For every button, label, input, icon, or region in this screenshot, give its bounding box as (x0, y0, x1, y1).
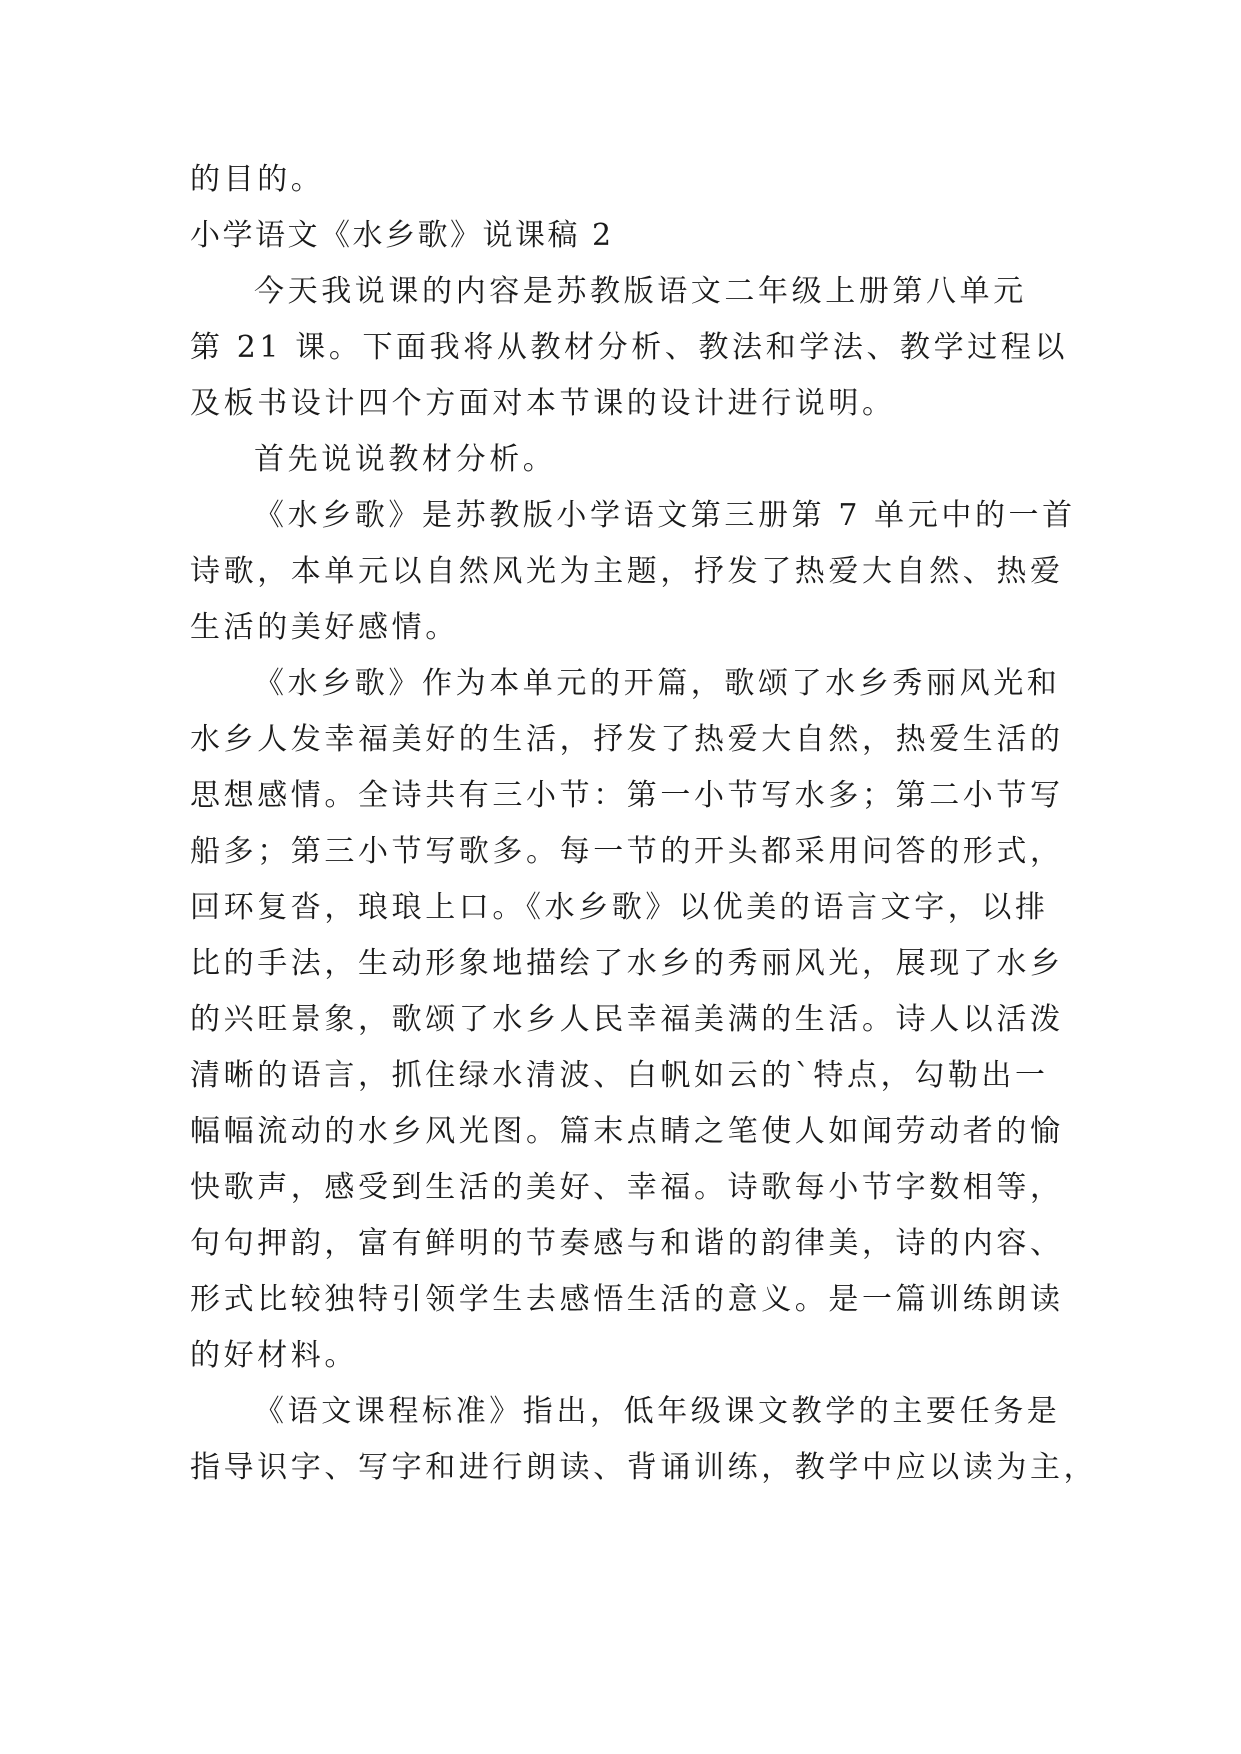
text-line: 及板书设计四个方面对本节课的设计进行说明。 (190, 386, 896, 421)
text-line: 回环复沓，琅琅上口。《水乡歌》以优美的语言文字，以排 (190, 890, 1049, 925)
text-line: 句句押韵，富有鲜明的节奏感与和谐的韵律美，诗的内容、 (190, 1226, 1064, 1261)
text-line: 船多；第三小节写歌多。每一节的开头都采用问答的形式， (190, 834, 1064, 869)
text-line: 的兴旺景象，歌颂了水乡人民幸福美满的生活。诗人以活泼 (190, 1002, 1064, 1037)
text-line: 快歌声，感受到生活的美好、幸福。诗歌每小节字数相等， (190, 1170, 1064, 1205)
document-body (190, 152, 1098, 1496)
text-line: 的好材料。 (190, 1338, 358, 1373)
text-line: 水乡人发幸福美好的生活，抒发了热爱大自然，热爱生活的 (190, 722, 1064, 757)
text-line: 第 21 课。下面我将从教材分析、教法和学法、教学过程以 (190, 330, 1069, 365)
paragraph-first-line: 《水乡歌》是苏教版小学语文第三册第 7 单元中的一首 (254, 498, 1076, 533)
text-line: 指导识字、写字和进行朗读、背诵训练，教学中应以读为主， (190, 1450, 1098, 1485)
text-line: 比的手法，生动形象地描绘了水乡的秀丽风光，展现了水乡 (190, 946, 1064, 981)
text-line: 的目的。 (190, 162, 325, 197)
section-title: 小学语文《水乡歌》说课稿 2 (190, 218, 614, 253)
text-line: 思想感情。全诗共有三小节：第一小节写水多；第二小节写 (190, 778, 1064, 813)
paragraph-first-line: 今天我说课的内容是苏教版语文二年级上册第八单元 (254, 274, 1027, 309)
paragraph-first-line: 首先说说教材分析。 (254, 442, 557, 477)
paragraph-first-line: 《水乡歌》作为本单元的开篇，歌颂了水乡秀丽风光和 (254, 666, 1061, 701)
paragraph-first-line: 《语文课程标准》指出，低年级课文教学的主要任务是 (254, 1394, 1061, 1429)
text-line: 清晰的语言，抓住绿水清波、白帆如云的`特点，勾勒出一 (190, 1058, 1049, 1093)
text-line: 形式比较独特引领学生去感悟生活的意义。是一篇训练朗读 (190, 1282, 1064, 1317)
text-line: 幅幅流动的水乡风光图。篇末点睛之笔使人如闻劳动者的愉 (190, 1114, 1064, 1149)
text-line: 诗歌，本单元以自然风光为主题，抒发了热爱大自然、热爱 (190, 554, 1064, 589)
text-line: 生活的美好感情。 (190, 610, 459, 645)
